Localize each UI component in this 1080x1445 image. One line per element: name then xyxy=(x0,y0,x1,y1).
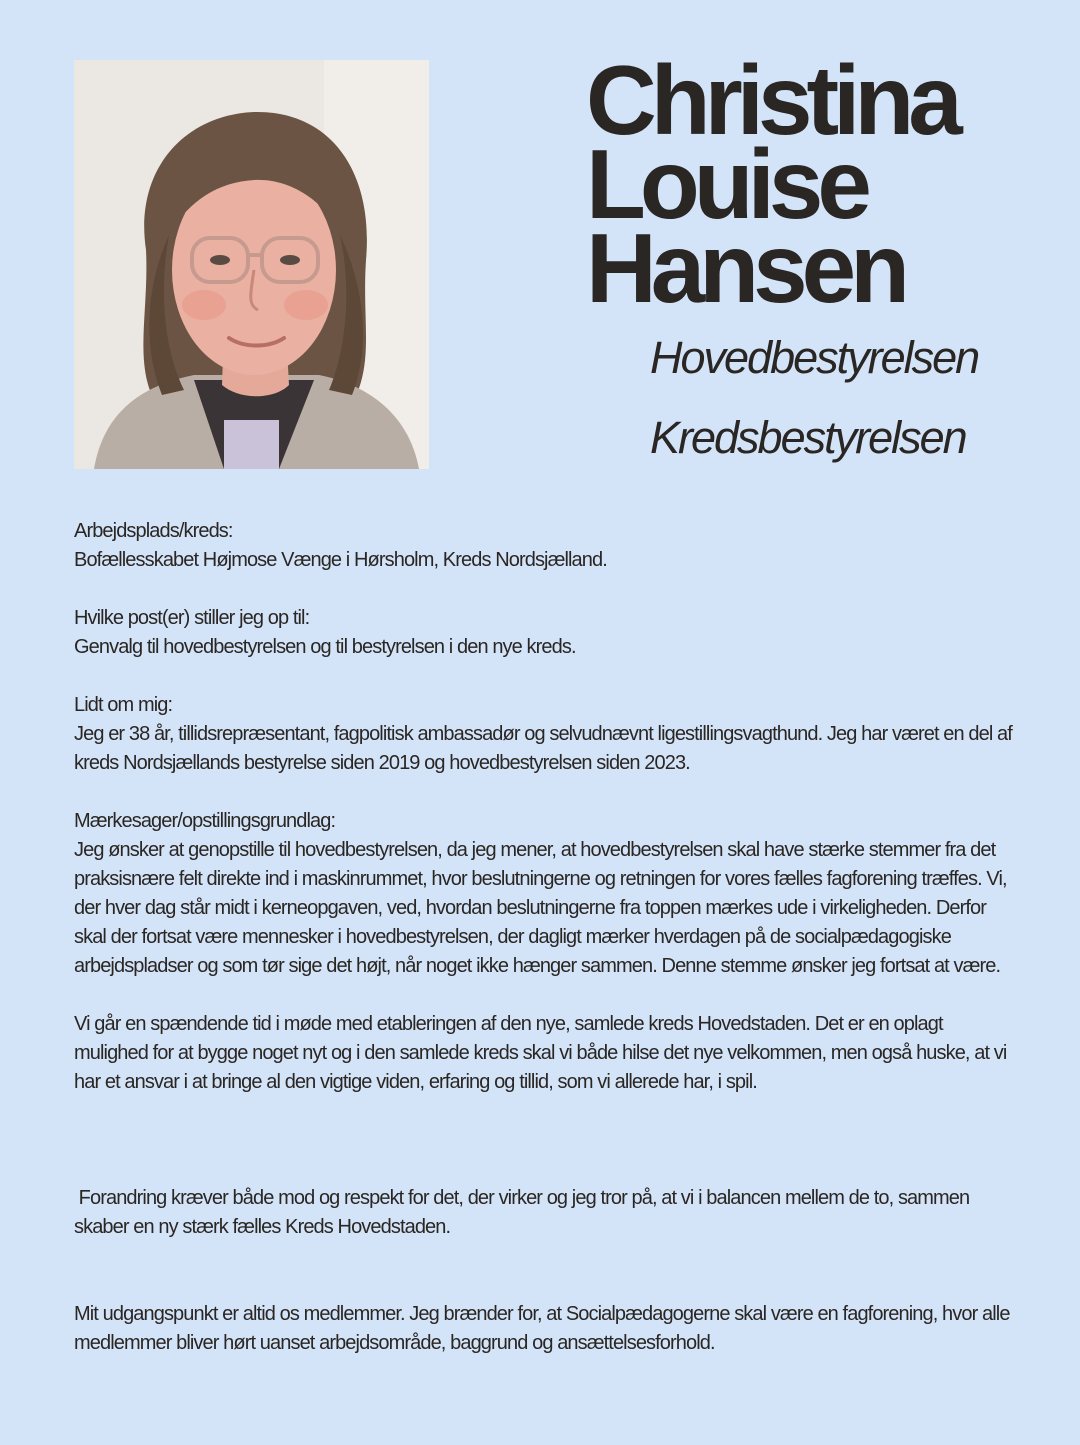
section-text: Genvalg til hovedbestyrelsen og til bestyrelsen i den nye kreds. xyxy=(74,636,576,658)
section-heading: Mærkesager/opstillingsgrundlag: xyxy=(74,810,336,832)
section-about xyxy=(74,691,1014,778)
section-text: Bofællesskabet Højmose Vænge i Hørsholm, Kreds Nordsjælland. xyxy=(74,549,607,571)
section-text: Forandring kræver både mod og respekt for det, der virker og jeg tror på, at vi i balancen mellem de to, sammen skaber en ny stærk fælles Kreds Hovedstaden. xyxy=(74,1187,974,1238)
profile-photo xyxy=(74,60,429,469)
section-heading: Lidt om mig: xyxy=(74,694,173,716)
section-paragraph-3 xyxy=(74,1126,1014,1416)
section-text: Mit udgangspunkt er altid os medlemmer. Jeg brænder for, at Socialpædagogerne skal være en fagforening, hvor alle medlemmer bliver hørt uanset arbejdsområde, baggrund og ansættelsesforhold. xyxy=(74,1303,1015,1354)
section-posts xyxy=(74,604,1014,662)
section-platform xyxy=(74,807,1014,981)
section-workplace xyxy=(74,517,1014,575)
section-heading: Arbejdsplads/kreds: xyxy=(74,520,233,542)
role-district-board: Kredsbestyrelsen xyxy=(650,412,966,463)
candidate-name xyxy=(586,45,1056,323)
section-text: Jeg er 38 år, tillidsrepræsentant, fagpolitisk ambassadør og selvudnævnt ligestillingsvagthund. Jeg har været en del af kreds Nordsjællands bestyrelse siden 2019 og hovedbestyrelsen siden 2023. xyxy=(74,723,1012,774)
section-text: Jeg ønsker at genopstille til hovedbestyrelsen, da jeg mener, at hovedbestyrelsen skal have stærke stemmer fra det praksisnære felt direkte ind i maskinrummet, hvor beslutningerne og retningen for vores fælles fagforening træffes. Vi, der hver dag står midt i kerneopgaven, ved, hvordan beslutningerne fra toppen mærkes ude i virkeligheden. Derfor skal der fortsat være mennesker i hovedbestyrelsen, der dagligt mærker hverdagen på de socialpædagogiske arbejdspladser og som tør sige det højt, når noget ikke hænger sammen. Denne stemme ønsker jeg fortsat at være. xyxy=(74,839,1007,977)
section-text: Vi går en spændende tid i møde med etableringen af den nye, samlede kreds Hovedstaden. Det er en oplagt mulighed for at bygge noget nyt og i den samlede kreds skal vi både hilse det nye velkommen, men også huske, at vi har et ansvar i at bringe al den vigtige viden, erfaring og tillid, som vi allerede har, i spil. xyxy=(74,1013,1007,1093)
name-line-middle: Louise xyxy=(586,129,866,239)
role-main-board: Hovedbestyrelsen xyxy=(650,332,979,383)
candidate-statement xyxy=(74,517,1014,1445)
name-line-first: Christina xyxy=(586,45,957,155)
section-paragraph-2 xyxy=(74,1010,1014,1097)
section-heading: Hvilke post(er) stiller jeg op til: xyxy=(74,607,310,629)
name-line-last: Hansen xyxy=(586,213,905,323)
